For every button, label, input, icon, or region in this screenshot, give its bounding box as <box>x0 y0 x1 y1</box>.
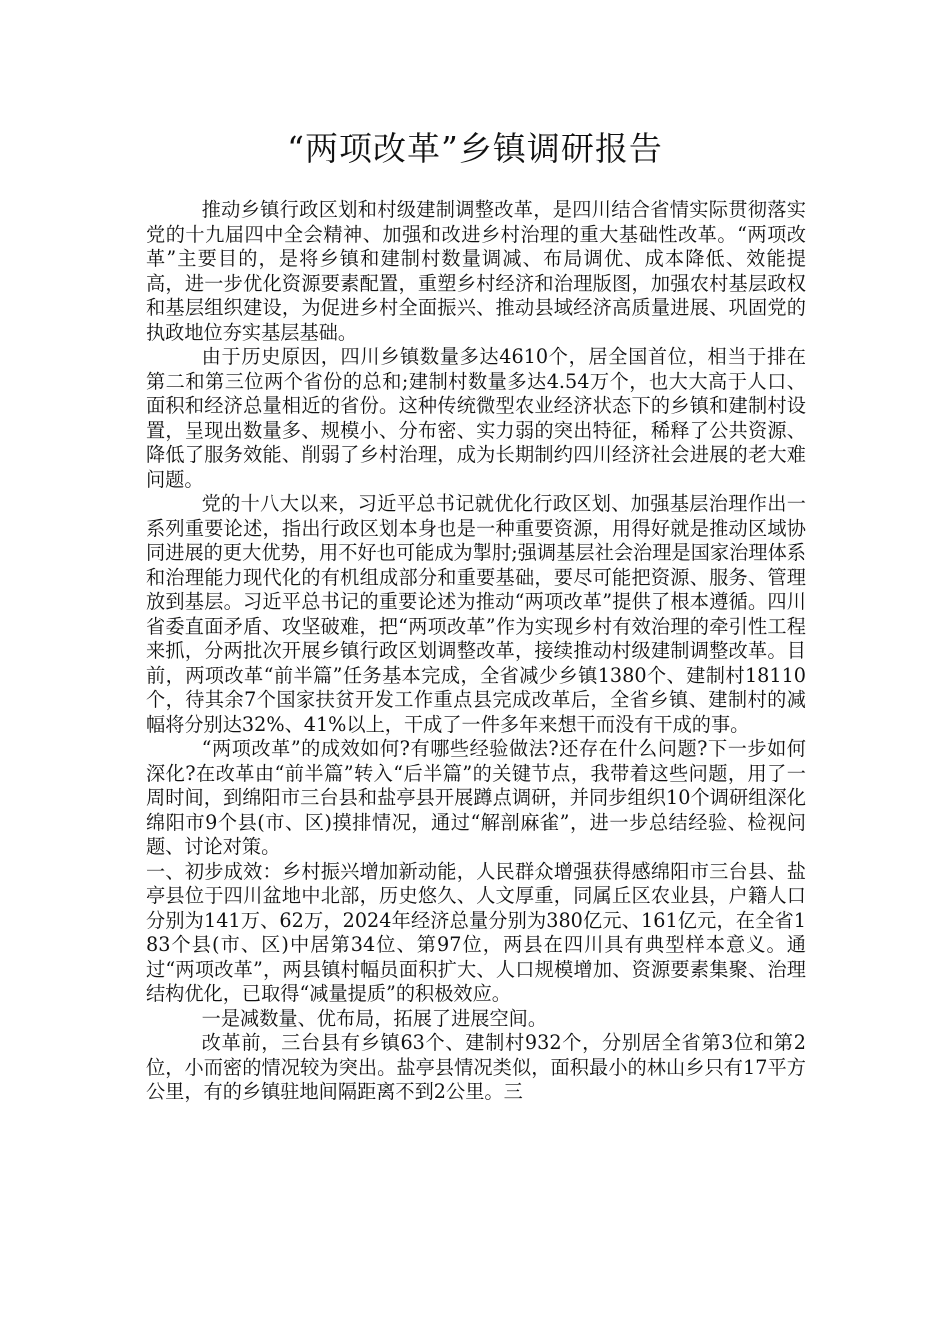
paragraph-section-one: 一、初步成效：乡村振兴增加新动能，人民群众增强获得感绵阳市三台县、盐亭县位于四川盆地中北部，历史悠久、人文厚重，同属丘区农业县，户籍人口分别为141万、62万，2024年经济总量分别为380亿元、161亿元，在全省183个县(市、区)中居第34位、第97位，两县在四川具有典型样本意义。通过“两项改革”，两县镇村幅员面积扩大、人口规模增加、资源要素集聚、治理结构优化，已取得“减量提质”的积极效应。 <box>146 859 806 1005</box>
paragraph-point-one: 一是减数量、优布局，拓展了进展空间。 <box>201 1006 548 1030</box>
paragraph-intro: 推动乡镇行政区划和村级建制调整改革，是四川结合省情实际贯彻落实党的十九届四中全会精神、加强和改进乡村治理的重大基础性改革。“两项改革”主要目的，是将乡镇和建制村数量调减、布局调优、成本降低、效能提高，进一步优化资源要素配置，重塑乡村经济和治理版图，加强农村基层政权和基层组织建设，为促进乡村全面振兴、推动县域经济高质量进展、巩固党的执政地位夯实基层基础。 <box>146 198 806 344</box>
document-body <box>146 198 806 1105</box>
paragraph-policy: 党的十八大以来，习近平总书记就优化行政区划、加强基层治理作出一系列重要论述，指出行政区划本身也是一种重要资源，用得好就是推动区域协同进展的更大优势，用不好也可能成为掣肘;强调基层社会治理是国家治理体系和治理能力现代化的有机组成部分和重要基础，要尽可能把资源、服务、管理放到基层。习近平总书记的重要论述为推动“两项改革”提供了根本遵循。四川省委直面矛盾、攻坚破难，把“两项改革”作为实现乡村有效治理的牵引性工程来抓，分两批次开展乡镇行政区划调整改革，接续推动村级建制调整改革。目前，两项改革“前半篇”任务基本完成，全省减少乡镇1380个、建制村18110个，待其余7个国家扶贫开发工作重点县完成改革后，全省乡镇、建制村的减幅将分别达32%、41%以上，干成了一件多年来想干而没有干成的事。 <box>146 492 806 736</box>
paragraph-questions: “两项改革”的成效如何?有哪些经验做法?还存在什么问题?下一步如何深化?在改革由“前半篇”转入“后半篇”的关键节点，我带着这些问题，用了一周时间，到绵阳市三台县和盐亭县开展蹲点调研，并同步组织10个调研组深化绵阳市9个县(市、区)摸排情况，通过“解剖麻雀”，进一步总结经验、检视问题、讨论对策。 <box>146 737 806 858</box>
paragraph-before-reform: 改革前，三台县有乡镇63个、建制村932个，分别居全省第3位和第2位，小而密的情况较为突出。盐亭县情况类似，面积最小的林山乡只有17平方公里，有的乡镇驻地间隔距离不到2公里。三 <box>146 1031 806 1103</box>
paragraph-history: 由于历史原因，四川乡镇数量多达4610个，居全国首位，相当于排在第二和第三位两个省份的总和;建制村数量多达4.54万个，也大大高于人口、面积和经济总量相近的省份。这种传统微型农业经济状态下的乡镇和建制村设置，呈现出数量多、规模小、分布密、实力弱的突出特征，稀释了公共资源、降低了服务效能、削弱了乡村治理，成为长期制约四川经济社会进展的老大难问题。 <box>146 345 806 491</box>
document-title: “两项改革”乡镇调研报告 <box>287 129 663 168</box>
